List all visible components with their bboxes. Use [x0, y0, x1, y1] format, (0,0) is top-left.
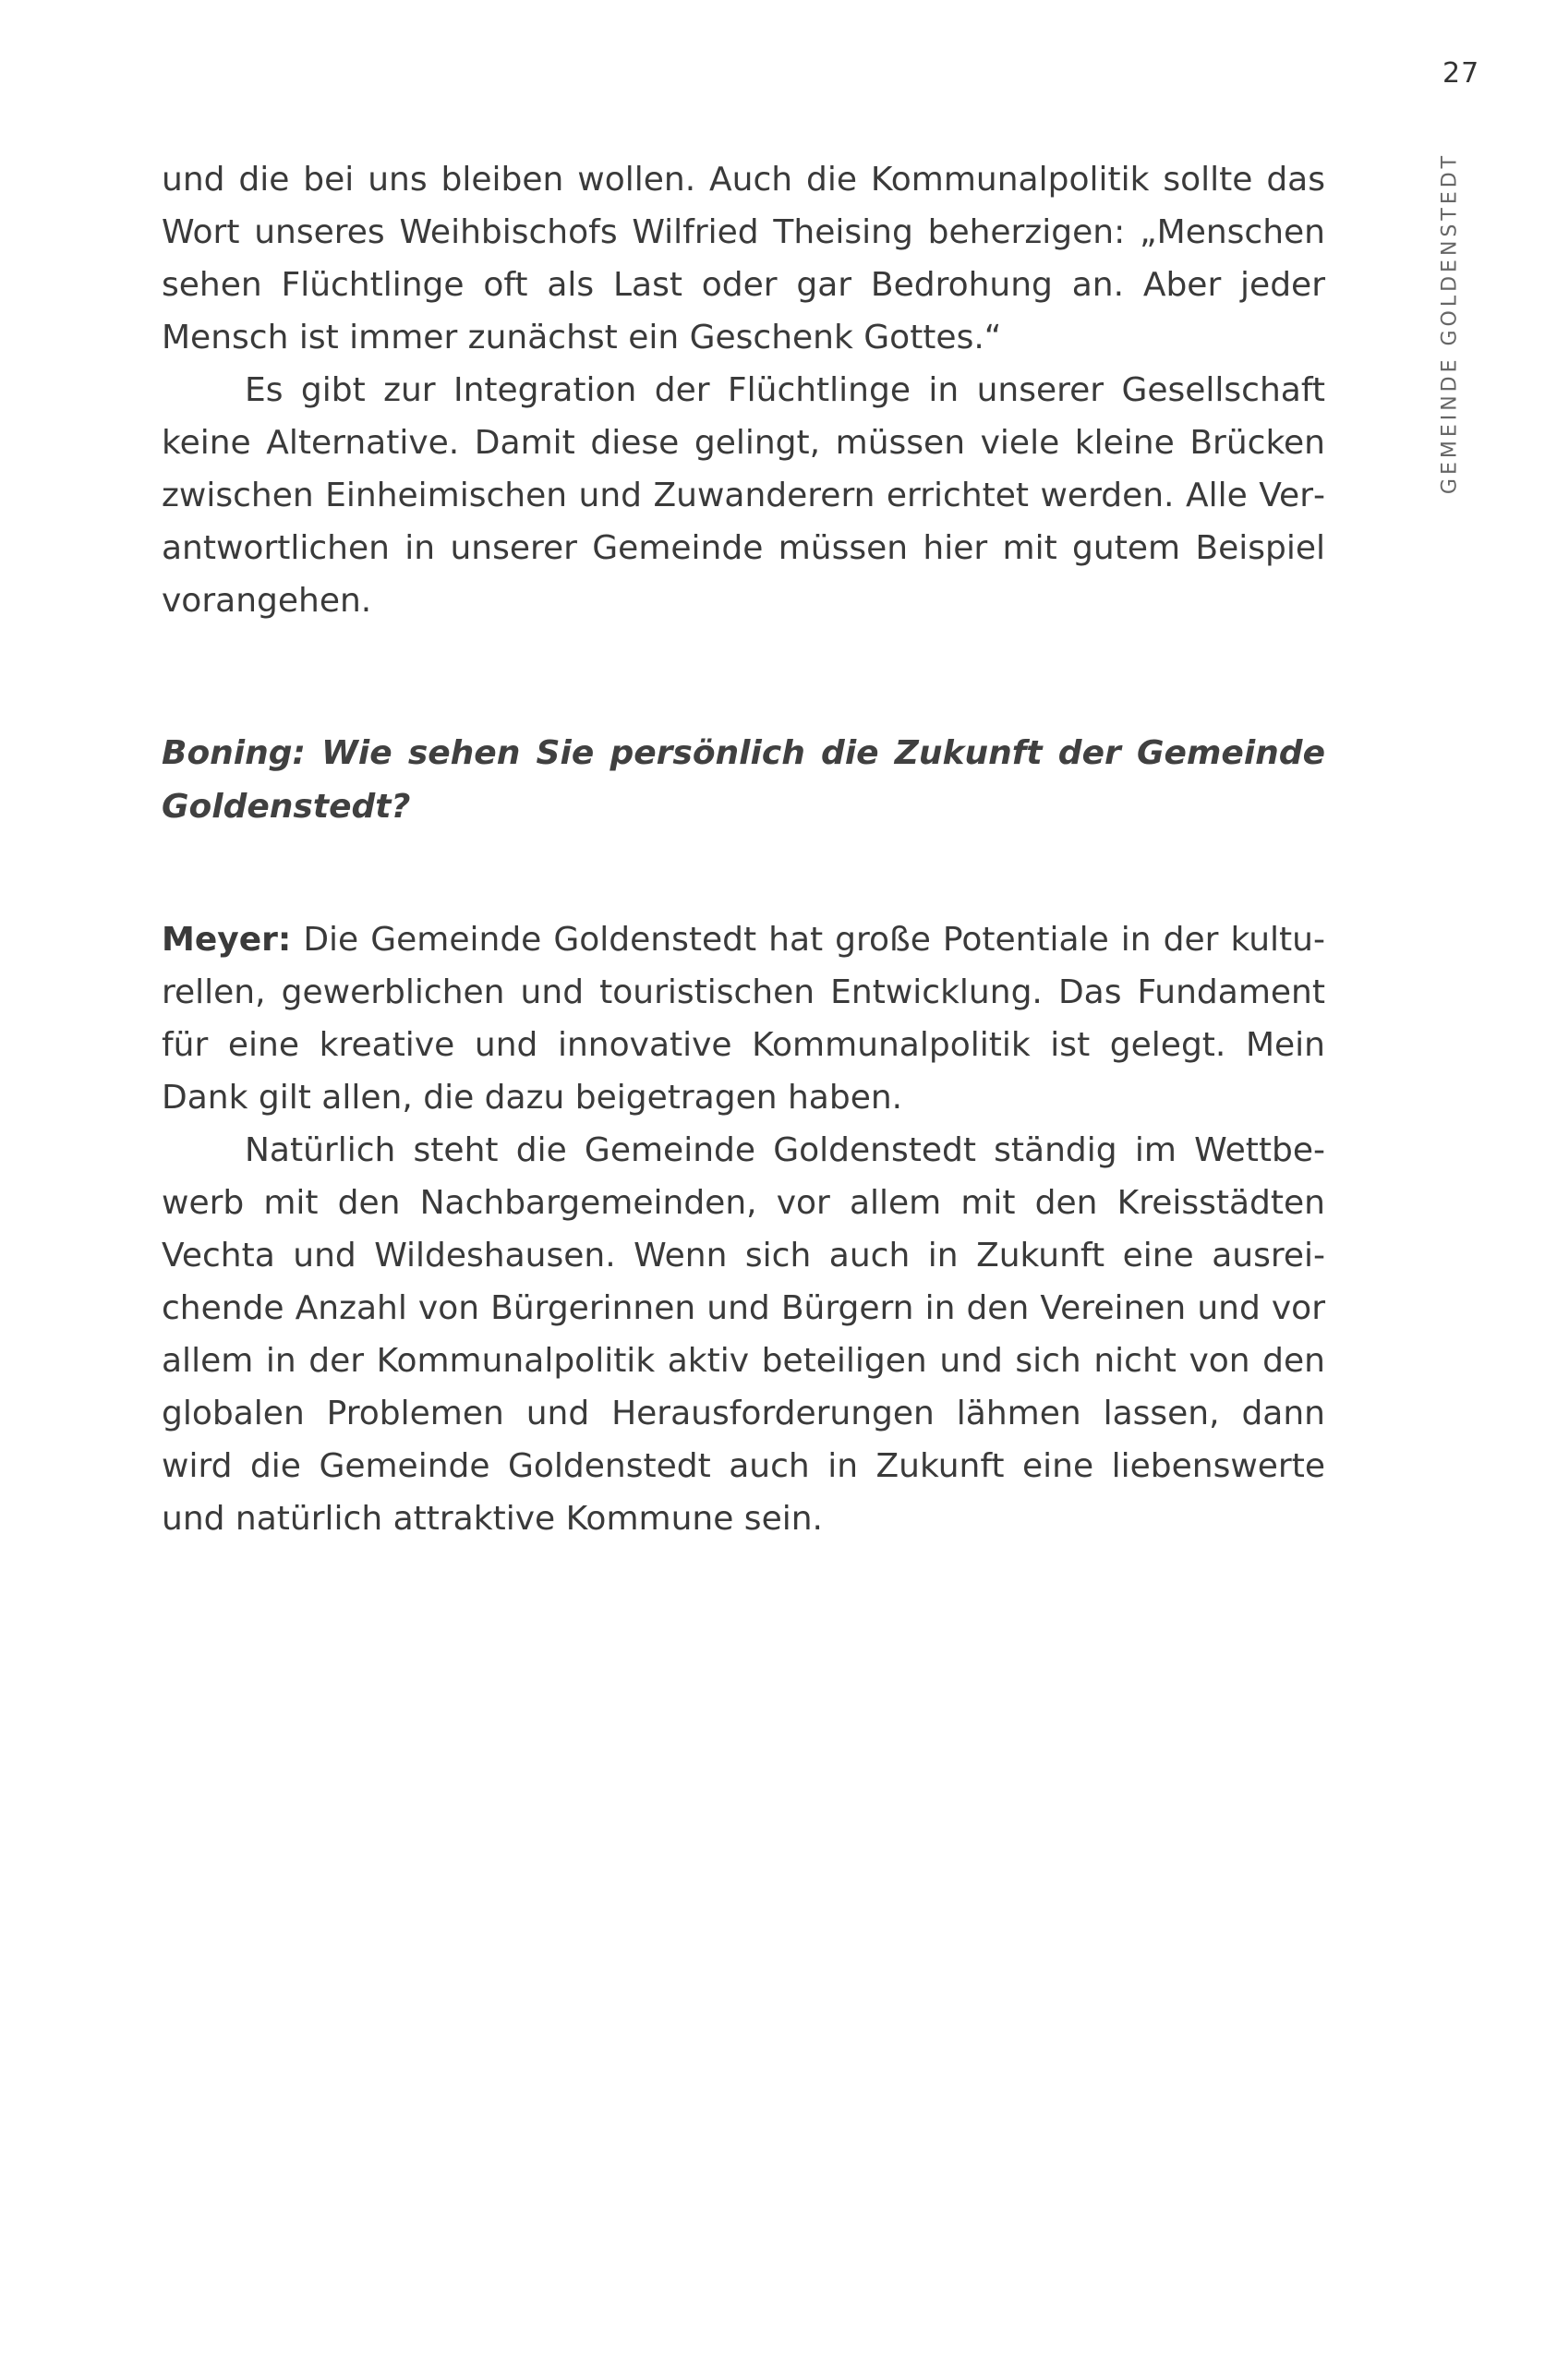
paragraph: Es gibt zur Integration der Flüchtlinge in unserer Gesellschaft keine Alternative. Damit diese gelingt, müssen viele kleine Brücken zwischen Einheimischen und Zuwanderern errichtet werden. Alle Verantwortlichen in unserer Gemeinde müssen hier mit gutem Beispiel vorangehen. [162, 371, 1325, 620]
page-number: 27 [1442, 57, 1480, 90]
interview-answer [162, 913, 1325, 1124]
running-head-text: GEMEINDE GOLDENSTEDT [1438, 151, 1462, 495]
paragraph: und die bei uns bleiben wollen. Auch die Kommunalpolitik sollte das Wort unseres Weihbischofs Wilfried Theising beherzigen: „Menschen sehen Flüchtlinge oft als Last oder gar Bedrohung an. Aber jeder Mensch ist immer zunächst ein Geschenk Gottes.“ [162, 161, 1325, 356]
paragraph: Natürlich steht die Gemeinde Goldenstedt ständig im Wettbewerb mit den Nachbargemeinden, vor allem mit den Kreisstädten Vechta und Wildeshausen. Wenn sich auch in Zukunft eine ausreichende Anzahl von Bürgerinnen und Bürgern in den Vereinen und vor allem in der Kommunalpolitik aktiv beteiligen und sich nicht von den globalen Problemen und Herausforderungen lähmen lassen, dann wird die Gemeinde Goldenstedt auch in Zukunft eine liebenswerte und natürlich attraktive Kommune sein. [162, 1131, 1325, 1538]
answer-speaker: Meyer: [162, 921, 292, 959]
interview-question: Boning: Wie sehen Sie persönlich die Zukunft der Gemeinde Goldenstedt? [162, 734, 1325, 826]
article-body [162, 153, 1325, 1545]
answer-text: Die Gemeinde Goldenstedt hat große Potentiale in der kulturellen, gewerblichen und touristischen Entwicklung. Das Fundament für eine kreative und innovative Kommunalpolitik ist gelegt. Mein Dank gilt allen, die dazu beigetragen haben. [162, 921, 1325, 1117]
